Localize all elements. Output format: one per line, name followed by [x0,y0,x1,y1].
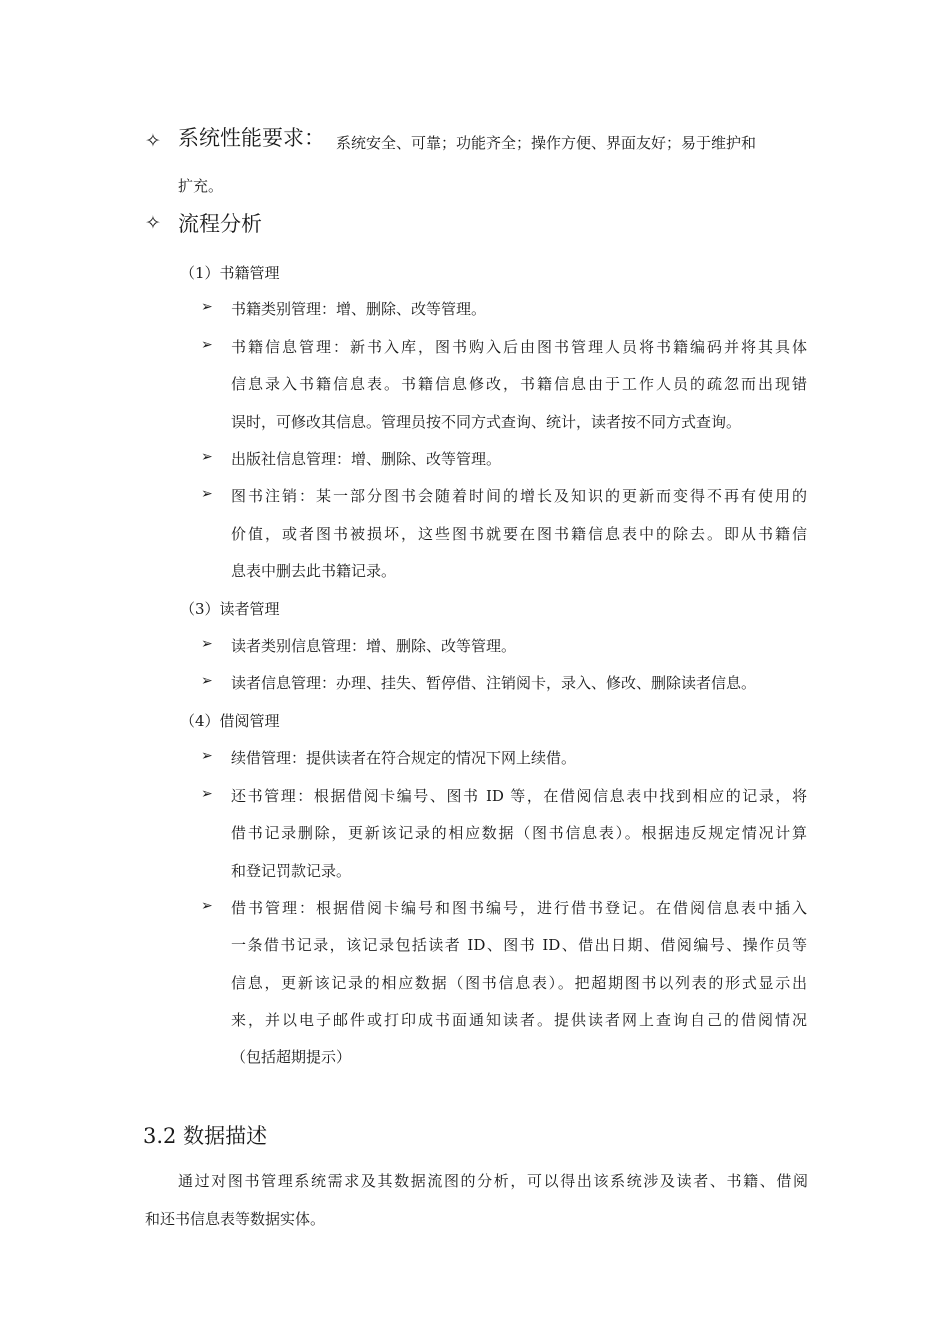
paragraph-line: 通过对图书管理系统需求及其数据流图的分析，可以得出该系统涉及读者、书籍、借阅 [178,1172,808,1190]
list-item-line: 和登记罚款记录。 [231,862,352,880]
section-title-data-description: 3.2 数据描述 [143,1124,268,1148]
perf-text-continued: 扩充。 [178,177,224,195]
diamond-bullet-icon: ✧ [145,130,161,152]
section-heading: （1）书籍管理 [180,264,280,282]
flow-title: 流程分析 [178,212,262,236]
list-item-line: 续借管理：提供读者在符合规定的情况下网上续借。 [231,749,577,767]
diamond-bullet-icon: ✧ [145,212,161,234]
list-item-line: 书籍信息管理：新书入库，图书购入后由图书管理人员将书籍编码并将其具体 [231,338,807,356]
arrow-bullet-icon: ➢ [201,337,213,353]
list-item-line: 误时，可修改其信息。管理员按不同方式查询、统计，读者按不同方式查询。 [231,413,742,431]
perf-text: 系统安全、可靠；功能齐全；操作方便、界面友好；易于维护和 [336,134,757,152]
section-heading: （4）借阅管理 [180,712,280,730]
list-item-line: 息表中删去此书籍记录。 [231,562,397,580]
list-item-line: 图书注销：某一部分图书会随着时间的增长及知识的更新而变得不再有使用的 [231,487,807,505]
section-heading: （3）读者管理 [180,600,280,618]
list-item-line: 读者类别信息管理：增、删除、改等管理。 [231,637,517,655]
list-item-line: 信息录入书籍信息表。书籍信息修改，书籍信息由于工作人员的疏忽而出现错 [231,375,807,393]
list-item-line: （包括超期提示） [231,1048,352,1066]
list-item-line: 信息，更新该记录的相应数据（图书信息表）。把超期图书以列表的形式显示出 [231,974,807,992]
list-item-line: 借书记录删除，更新该记录的相应数据（图书信息表）。根据违反规定情况计算 [231,824,807,842]
list-item-line: 借书管理：根据借阅卡编号和图书编号，进行借书登记。在借阅信息表中插入 [231,899,807,917]
arrow-bullet-icon: ➢ [201,449,213,465]
arrow-bullet-icon: ➢ [201,673,213,689]
arrow-bullet-icon: ➢ [201,299,213,315]
list-item-line: 还书管理：根据借阅卡编号、图书 ID 等，在借阅信息表中找到相应的记录，将 [231,787,807,805]
list-item-line: 出版社信息管理：增、删除、改等管理。 [231,450,502,468]
list-item-line: 价值，或者图书被损坏，这些图书就要在图书籍信息表中的除去。即从书籍信 [231,525,807,543]
arrow-bullet-icon: ➢ [201,748,213,764]
paragraph-line: 和还书信息表等数据实体。 [145,1210,326,1228]
arrow-bullet-icon: ➢ [201,636,213,652]
arrow-bullet-icon: ➢ [201,786,213,802]
list-item-line: 书籍类别管理：增、删除、改等管理。 [231,300,487,318]
list-item-line: 一条借书记录，该记录包括读者 ID、图书 ID、借出日期、借阅编号、操作员等 [231,936,807,954]
list-item-line: 读者信息管理：办理、挂失、暂停借、注销阅卡，录入、修改、删除读者信息。 [231,674,757,692]
arrow-bullet-icon: ➢ [201,898,213,914]
arrow-bullet-icon: ➢ [201,486,213,502]
list-item-line: 来，并以电子邮件或打印成书面通知读者。提供读者网上查询自己的借阅情况 [231,1011,807,1029]
perf-title: 系统性能要求： [178,126,325,150]
